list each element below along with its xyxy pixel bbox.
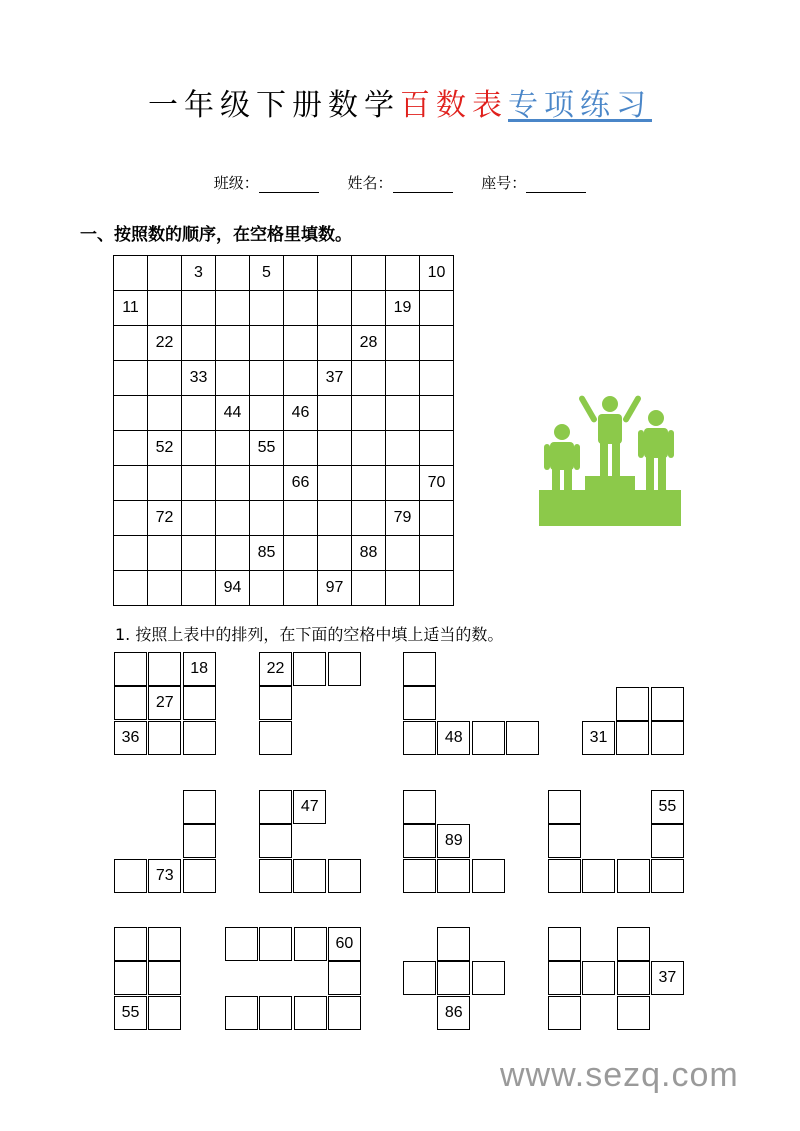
grid-cell: 11: [114, 291, 148, 326]
grid-cell[interactable]: [318, 536, 352, 571]
shape-cell[interactable]: [617, 927, 650, 961]
grid-cell[interactable]: [386, 326, 420, 361]
shape-cell[interactable]: [114, 859, 147, 893]
shape-cell[interactable]: [403, 859, 436, 893]
shape-cell[interactable]: [403, 652, 436, 686]
grid-cell[interactable]: [250, 501, 284, 536]
grid-cell: 28: [352, 326, 386, 361]
grid-cell: 5: [250, 256, 284, 291]
shape-cell[interactable]: [328, 652, 361, 686]
shape-cell[interactable]: [548, 824, 581, 858]
shape-cell[interactable]: [548, 859, 581, 893]
grid-cell[interactable]: [386, 536, 420, 571]
shape-cell[interactable]: [403, 824, 436, 858]
table-row: [114, 326, 454, 361]
grid-cell[interactable]: [216, 536, 250, 571]
title-part-practice: 专项练习: [508, 88, 652, 123]
grid-cell: 97: [318, 571, 352, 606]
shape-cell[interactable]: [651, 721, 684, 755]
grid-cell[interactable]: [216, 361, 250, 396]
grid-cell[interactable]: [148, 396, 182, 431]
grid-cell[interactable]: [420, 326, 454, 361]
shape-cell[interactable]: [548, 927, 581, 961]
grid-cell[interactable]: [352, 256, 386, 291]
shape-cell[interactable]: [617, 961, 650, 995]
grid-cell: 19: [386, 291, 420, 326]
class-label: 班级：: [213, 174, 259, 192]
shape-cell[interactable]: [294, 996, 327, 1030]
grid-cell[interactable]: [182, 326, 216, 361]
grid-cell[interactable]: [182, 291, 216, 326]
grid-cell[interactable]: [420, 431, 454, 466]
grid-cell[interactable]: [182, 396, 216, 431]
grid-cell[interactable]: [386, 431, 420, 466]
grid-cell[interactable]: [148, 571, 182, 606]
shape-cell: 89: [437, 824, 470, 858]
title-part-grade: 一年级下册数学: [148, 88, 400, 123]
grid-cell: 33: [182, 361, 216, 396]
question-1: 1. 按照上表中的排列，在下面的空格中填上适当的数。: [115, 625, 504, 644]
shape-cell[interactable]: [148, 996, 181, 1030]
grid-cell: 10: [420, 256, 454, 291]
shape-cell[interactable]: [148, 961, 181, 995]
shape-cell: 55: [114, 996, 147, 1030]
grid-cell: 55: [250, 431, 284, 466]
grid-cell[interactable]: [318, 396, 352, 431]
grid-cell[interactable]: [182, 466, 216, 501]
grid-cell[interactable]: [250, 571, 284, 606]
shape-cell: 18: [183, 652, 216, 686]
shape-cell[interactable]: [183, 686, 216, 720]
grid-cell[interactable]: [318, 501, 352, 536]
grid-cell[interactable]: [216, 256, 250, 291]
grid-cell[interactable]: [114, 536, 148, 571]
student-info: [0, 172, 800, 193]
grid-cell[interactable]: [420, 501, 454, 536]
shape-cell[interactable]: [259, 859, 292, 893]
grid-cell[interactable]: [148, 536, 182, 571]
shape-cell[interactable]: [651, 859, 684, 893]
grid-cell[interactable]: [182, 501, 216, 536]
shape-cell[interactable]: [114, 652, 147, 686]
shape-cell[interactable]: [259, 686, 292, 720]
page-title: [0, 80, 800, 124]
shape-cell: 22: [259, 652, 292, 686]
shape-cell[interactable]: [328, 859, 361, 893]
grid-cell[interactable]: [250, 326, 284, 361]
title-part-table: 百数表: [400, 88, 508, 123]
grid-cell: 52: [148, 431, 182, 466]
grid-cell[interactable]: [216, 501, 250, 536]
shape-cell[interactable]: [403, 790, 436, 824]
grid-cell[interactable]: [148, 361, 182, 396]
shape-cell[interactable]: [259, 927, 292, 961]
grid-cell[interactable]: [114, 431, 148, 466]
table-row: [114, 431, 454, 466]
grid-cell[interactable]: [250, 291, 284, 326]
grid-cell[interactable]: [114, 396, 148, 431]
grid-cell[interactable]: [216, 466, 250, 501]
shape-cell: 36: [114, 721, 147, 755]
grid-cell[interactable]: [284, 501, 318, 536]
shape-cell[interactable]: [293, 859, 326, 893]
grid-cell[interactable]: [386, 571, 420, 606]
grid-cell[interactable]: [284, 256, 318, 291]
grid-cell[interactable]: [216, 431, 250, 466]
grid-cell[interactable]: [318, 326, 352, 361]
shape-cell[interactable]: [293, 652, 326, 686]
grid-cell[interactable]: [114, 501, 148, 536]
shape-cell[interactable]: [472, 721, 505, 755]
table-row: [114, 396, 454, 431]
grid-cell[interactable]: [420, 361, 454, 396]
grid-cell[interactable]: [182, 431, 216, 466]
grid-cell[interactable]: [114, 326, 148, 361]
shape-cell[interactable]: [403, 686, 436, 720]
grid-cell: 66: [284, 466, 318, 501]
grid-cell[interactable]: [420, 396, 454, 431]
shape-cell[interactable]: [259, 790, 292, 824]
shape-cell[interactable]: [437, 859, 470, 893]
shape-cell[interactable]: [183, 859, 216, 893]
shape-cell[interactable]: [114, 686, 147, 720]
shape-cell[interactable]: [617, 996, 650, 1030]
grid-cell[interactable]: [352, 291, 386, 326]
grid-cell[interactable]: [216, 326, 250, 361]
podium-icon: [535, 388, 685, 528]
grid-cell[interactable]: [250, 466, 284, 501]
shape-cell[interactable]: [548, 996, 581, 1030]
shape-cell[interactable]: [651, 824, 684, 858]
grid-cell[interactable]: [284, 431, 318, 466]
shape-cell[interactable]: [148, 721, 181, 755]
grid-cell: 22: [148, 326, 182, 361]
name-blank[interactable]: [393, 192, 453, 193]
hundred-table: [113, 255, 454, 606]
watermark: www.sezq.com: [500, 1056, 739, 1094]
table-row: [114, 501, 454, 536]
shape-cell[interactable]: [114, 961, 147, 995]
shape-cell[interactable]: [616, 721, 649, 755]
shape-cell[interactable]: [472, 961, 505, 995]
section-heading: 一、按照数的顺序，在空格里填数。: [80, 225, 352, 245]
grid-cell[interactable]: [114, 256, 148, 291]
shape-cell[interactable]: [506, 721, 539, 755]
shape-cell[interactable]: [403, 721, 436, 755]
table-row: [114, 291, 454, 326]
shape-cell[interactable]: [548, 790, 581, 824]
shape-cell: 48: [437, 721, 470, 755]
shape-cell[interactable]: [437, 961, 470, 995]
shape-cell[interactable]: [472, 859, 505, 893]
grid-cell[interactable]: [318, 466, 352, 501]
seat-blank[interactable]: [526, 192, 586, 193]
grid-cell: 3: [182, 256, 216, 291]
grid-cell[interactable]: [250, 396, 284, 431]
grid-cell[interactable]: [284, 361, 318, 396]
name-label: 姓名：: [347, 174, 393, 192]
grid-cell: 79: [386, 501, 420, 536]
shape-cell[interactable]: [617, 859, 650, 893]
shape-cell[interactable]: [259, 721, 292, 755]
grid-cell[interactable]: [318, 431, 352, 466]
shape-cell[interactable]: [183, 790, 216, 824]
grid-cell[interactable]: [420, 571, 454, 606]
shape-cell[interactable]: [259, 824, 292, 858]
shape-cell[interactable]: [582, 961, 615, 995]
shape-cell: 37: [651, 961, 684, 995]
grid-cell[interactable]: [148, 291, 182, 326]
table-row: [114, 361, 454, 396]
grid-cell[interactable]: [250, 361, 284, 396]
grid-cell[interactable]: [420, 291, 454, 326]
table-row: [114, 466, 454, 501]
shape-cell[interactable]: [148, 652, 181, 686]
shape-cell: 73: [148, 859, 181, 893]
grid-cell[interactable]: [352, 396, 386, 431]
grid-cell[interactable]: [114, 571, 148, 606]
grid-cell[interactable]: [114, 466, 148, 501]
table-row: [114, 256, 454, 291]
grid-cell: 44: [216, 396, 250, 431]
grid-cell: 88: [352, 536, 386, 571]
grid-cell: 94: [216, 571, 250, 606]
shape-cell: 31: [582, 721, 615, 755]
shape-cell[interactable]: [651, 687, 684, 721]
grid-cell[interactable]: [352, 571, 386, 606]
grid-cell[interactable]: [318, 256, 352, 291]
grid-cell[interactable]: [386, 466, 420, 501]
shape-cell[interactable]: [183, 721, 216, 755]
shape-cell[interactable]: [582, 859, 615, 893]
shape-cell[interactable]: [403, 961, 436, 995]
grid-cell[interactable]: [148, 256, 182, 291]
shape-cell: 60: [328, 927, 361, 961]
shape-cell: 47: [293, 790, 326, 824]
grid-cell[interactable]: [114, 361, 148, 396]
shape-cell[interactable]: [225, 927, 258, 961]
grid-cell: 46: [284, 396, 318, 431]
shape-cell[interactable]: [259, 996, 292, 1030]
grid-cell[interactable]: [386, 396, 420, 431]
grid-cell[interactable]: [352, 361, 386, 396]
class-blank[interactable]: [259, 192, 319, 193]
grid-cell: 70: [420, 466, 454, 501]
grid-cell[interactable]: [284, 571, 318, 606]
grid-cell[interactable]: [352, 501, 386, 536]
grid-cell[interactable]: [420, 536, 454, 571]
grid-cell[interactable]: [216, 291, 250, 326]
grid-cell[interactable]: [386, 256, 420, 291]
grid-cell: 85: [250, 536, 284, 571]
grid-cell[interactable]: [284, 326, 318, 361]
shape-cell: 86: [437, 996, 470, 1030]
grid-cell[interactable]: [182, 571, 216, 606]
grid-cell[interactable]: [182, 536, 216, 571]
table-row: [114, 571, 454, 606]
shape-cell: 55: [651, 790, 684, 824]
grid-cell[interactable]: [318, 291, 352, 326]
grid-cell[interactable]: [352, 431, 386, 466]
shape-cell[interactable]: [328, 996, 361, 1030]
shape-cell[interactable]: [114, 927, 147, 961]
shape-cell: 27: [148, 686, 181, 720]
grid-cell[interactable]: [386, 361, 420, 396]
table-row: [114, 536, 454, 571]
grid-cell[interactable]: [352, 466, 386, 501]
shape-cell[interactable]: [616, 687, 649, 721]
shape-cell[interactable]: [437, 927, 470, 961]
grid-cell[interactable]: [284, 536, 318, 571]
seat-label: 座号：: [481, 174, 527, 192]
grid-cell[interactable]: [284, 291, 318, 326]
shape-cell[interactable]: [294, 927, 327, 961]
shape-cell[interactable]: [328, 961, 361, 995]
shape-cell[interactable]: [148, 927, 181, 961]
grid-cell: 37: [318, 361, 352, 396]
grid-cell[interactable]: [148, 466, 182, 501]
grid-cell: 72: [148, 501, 182, 536]
shape-cell[interactable]: [183, 824, 216, 858]
shape-cell[interactable]: [548, 961, 581, 995]
shape-cell[interactable]: [225, 996, 258, 1030]
